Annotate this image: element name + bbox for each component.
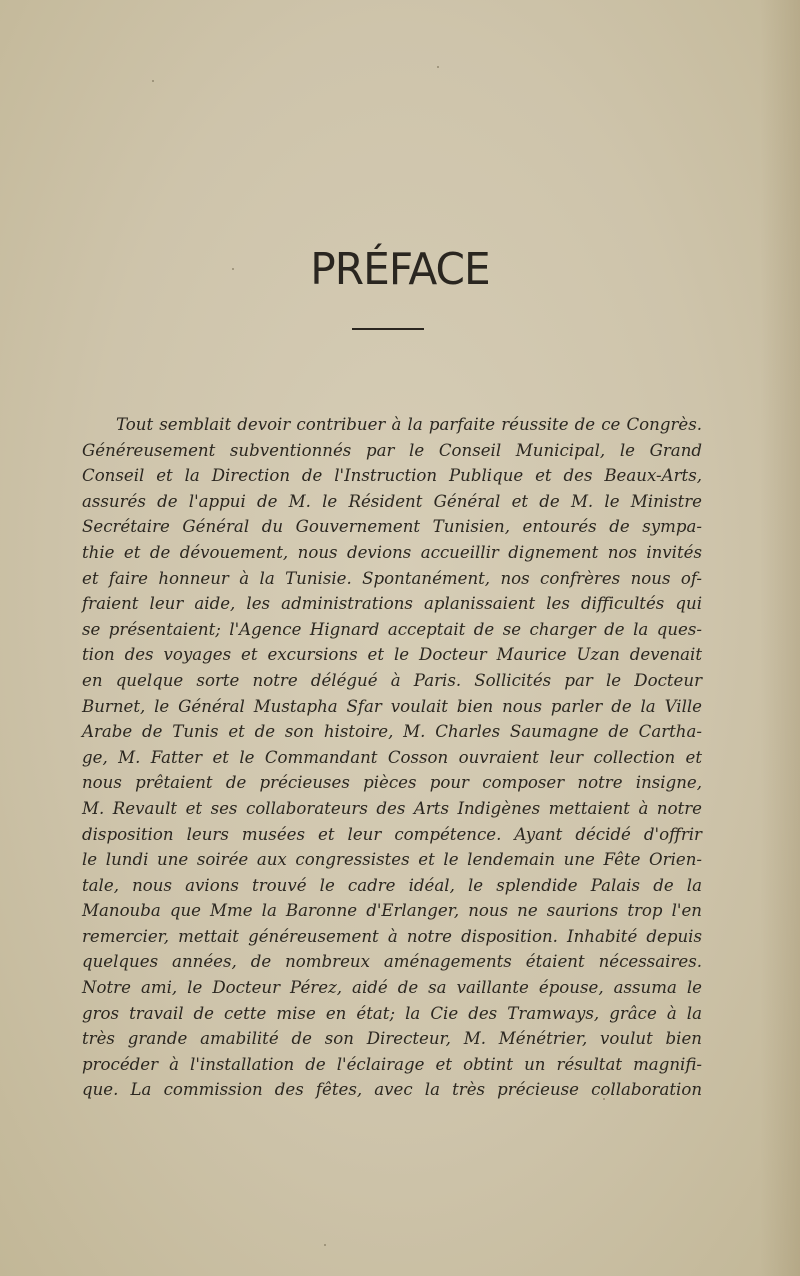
text-line: quelques années, de nombreux aménagements étaient nécessaires.: [82, 952, 702, 972]
text-line: en quelque sorte notre délégué à Paris. Sollicités par le Docteur: [82, 670, 702, 690]
paper-speck: [152, 80, 154, 82]
paper-speck: [324, 1244, 326, 1246]
text-line: Manouba que Mme la Baronne d'Erlanger, nous ne saurions trop l'en: [82, 901, 702, 921]
text-line: M. Revault et ses collaborateurs des Arts Indigènes mettaient à notre: [82, 798, 702, 818]
preface-paragraph: [82, 412, 702, 1103]
text-line: tale, nous avions trouvé le cadre idéal, le splendide Palais de la: [82, 875, 702, 895]
text-line: assurés de l'appui de M. le Résident Général et de M. le Ministre: [82, 491, 702, 511]
text-line: se présentaient; l'Agence Hignard acceptait de se charger de la ques-: [82, 619, 702, 639]
text-line: Arabe de Tunis et de son histoire, M. Charles Saumagne de Cartha-: [82, 722, 702, 742]
text-line: Secrétaire Général du Gouvernement Tunisien, entourés de sympa-: [82, 517, 702, 537]
text-line: le lundi une soirée aux congressistes et le lendemain une Fête Orien-: [82, 850, 702, 870]
paper-speck: [437, 66, 439, 68]
text-line: disposition leurs musées et leur compétence. Ayant décidé d'offrir: [82, 824, 702, 844]
text-line: Burnet, le Général Mustapha Sfar voulait bien nous parler de la Ville: [82, 696, 702, 716]
text-line: nous prêtaient de précieuses pièces pour composer notre insigne,: [82, 773, 702, 793]
text-line: ge, M. Fatter et le Commandant Cosson ouvraient leur collection et: [82, 747, 702, 767]
text-line: thie et de dévouement, nous devions accueillir dignement nos invités: [82, 542, 702, 562]
page-edge-shadow: [760, 0, 800, 1276]
text-line: procéder à l'installation de l'éclairage et obtint un résultat magnifi-: [82, 1054, 702, 1074]
text-line: que. La commission des fêtes, avec la très précieuse collaboration: [82, 1080, 702, 1100]
text-line: Conseil et la Direction de l'Instruction Publique et des Beaux-Arts,: [82, 466, 702, 486]
text-line: Tout semblait devoir contribuer à la parfaite réussite de ce Congrès.: [116, 415, 702, 434]
text-line: Notre ami, le Docteur Pérez, aidé de sa vaillante épouse, assuma le: [82, 978, 702, 998]
text-line: remercier, mettait généreusement à notre disposition. Inhabité depuis: [82, 926, 702, 946]
title-rule: [352, 328, 424, 330]
text-line: et faire honneur à la Tunisie. Spontanément, nos confrères nous of-: [82, 568, 702, 588]
text-line: gros travail de cette mise en état; la Cie des Tramways, grâce à la: [82, 1003, 702, 1023]
text-line: Généreusement subventionnés par le Conseil Municipal, le Grand: [82, 440, 702, 460]
page-title: PRÉFACE: [310, 244, 490, 295]
text-line: tion des voyages et excursions et le Docteur Maurice Uzan devenait: [82, 645, 702, 665]
text-line: fraient leur aide, les administrations aplanissaient les difficultés qui: [82, 594, 702, 614]
text-line: très grande amabilité de son Directeur, M. Ménétrier, voulut bien: [82, 1029, 702, 1049]
